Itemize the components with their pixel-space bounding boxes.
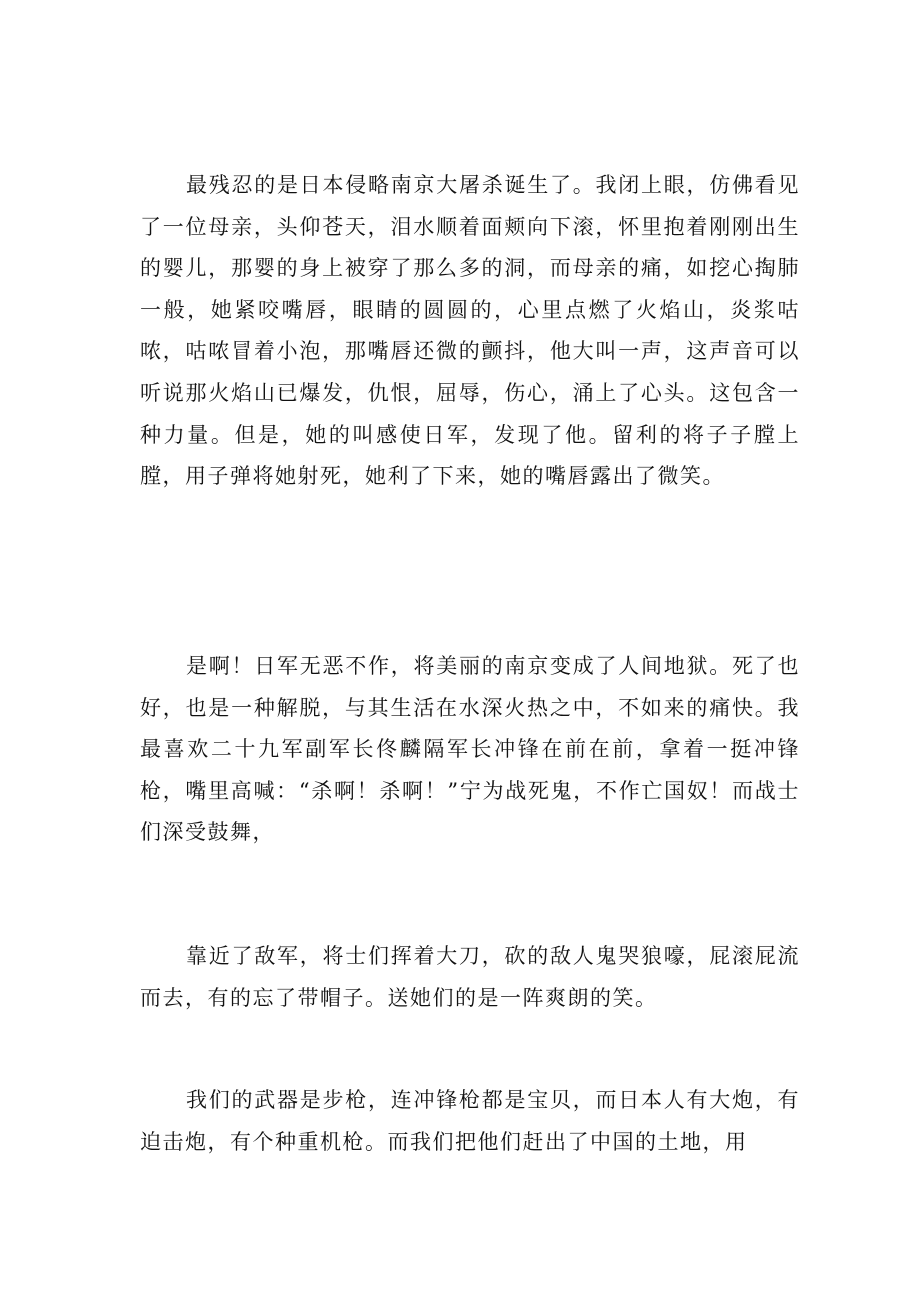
paragraph: 是啊！日军无恶不作，将美丽的南京变成了人间地狱。死了也好，也是一种解脱，与其生活在水深火热之中，不如来的痛快。我最喜欢二十九军副军长佟麟隔军长冲锋在前在前，拿着一挺冲锋枪，嘴里高喊：“杀啊！杀啊！”宁为战死鬼，不作亡国奴！而战士们深受鼓舞， bbox=[140, 654, 800, 845]
paragraph: 最残忍的是日本侵略南京大屠杀诞生了。我闭上眼，仿佛看见了一位母亲，头仰苍天，泪水顺着面颊向下滚，怀里抱着刚刚出生的婴儿，那婴的身上被穿了那么多的洞，而母亲的痛，如挖心掏肺一般，她紧咬嘴唇，眼睛的圆圆的，心里点燃了火焰山，炎浆咕哝，咕哝冒着小泡，那嘴唇还微的颤抖，他大叫一声，这声音可以听说那火焰山已爆发，仇恨，屈辱，伤心，涌上了心头。这包含一种力量。但是，她的叫感使日军，发现了他。留利的将子子膛上膛，用子弹将她射死，她利了下来，她的嘴唇露出了微笑。 bbox=[140, 173, 800, 489]
paragraph: 靠近了敌军，将士们挥着大刀，砍的敌人鬼哭狼嚎，屁滚屁流而去，有的忘了带帽子。送她们的是一阵爽朗的笑。 bbox=[140, 944, 800, 1010]
paragraph: 我们的武器是步枪，连冲锋枪都是宝贝，而日本人有大炮，有迫击炮，有个种重机枪。而我们把他们赶出了中国的土地，用 bbox=[140, 1088, 800, 1154]
